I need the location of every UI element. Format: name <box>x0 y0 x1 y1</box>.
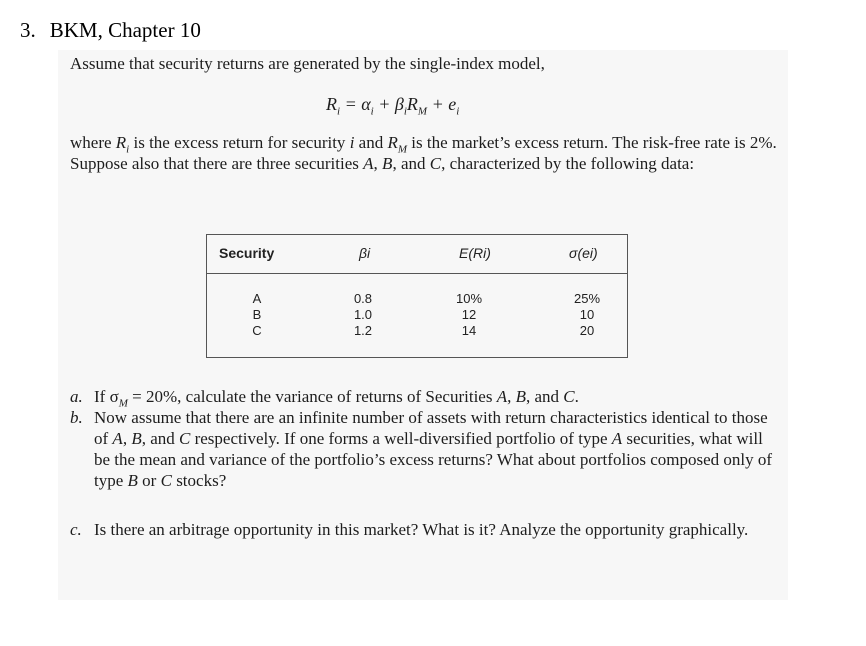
header-divider <box>207 273 627 274</box>
problem-heading <box>20 18 201 43</box>
table-cell: 10% <box>455 291 483 306</box>
question-b-label: b. <box>70 408 83 427</box>
header-security: Security <box>219 245 275 261</box>
model-description: where $R_i$ is the excess return for security i and $R_M$ is the market’s excess return. The risk-free rate is 2%. Suppose also that there are three securities A, B, and C, characterized by the following data: <box>70 133 777 173</box>
question-c <box>70 519 782 540</box>
column-expected-return <box>447 291 491 339</box>
question-b: b. Now assume that there are an infinite number of assets with return characteristics identical to those of A, B, and C respectively. If one forms a well-diversified portfolio of type A securities, what will be the mean and variance of the portfolio’s excess returns? What about portfolios composed only of type B or C stocks? <box>70 408 773 490</box>
table-cell: 1.0 <box>353 307 373 322</box>
table-cell: 12 <box>461 307 477 322</box>
intro-text: Assume that security returns are generated by the single-index model, <box>70 54 545 73</box>
table-cell: 14 <box>461 323 477 338</box>
table-cell: 0.8 <box>353 291 373 306</box>
table-cell: 20 <box>579 323 595 338</box>
header-residual-sigma: σ(ei) <box>569 245 598 261</box>
table-cell: B <box>252 307 262 322</box>
single-index-equation: $R_i = \alpha_i + \beta_iR_M + e_i$ <box>326 94 460 118</box>
problem-number: 3. <box>20 18 36 42</box>
header-expected-return: E(Ri) <box>459 245 491 261</box>
header-beta: βi <box>359 245 371 261</box>
question-a-label: a. <box>70 387 83 406</box>
question-a: a. If $\sigma_M = 20\%$, calculate the variance of returns of Securities A, B, and C. <box>70 387 579 410</box>
problem-title: BKM, Chapter 10 <box>49 18 201 42</box>
column-beta <box>341 291 385 339</box>
question-c-label: c. <box>70 520 82 539</box>
table-cell: 10 <box>579 307 595 322</box>
question-c-text: Is there an arbitrage opportunity in this market? What is it? Analyze the opportunity graphically. <box>94 520 749 539</box>
table-cell: A <box>252 291 262 306</box>
table-cell: C <box>252 323 262 338</box>
column-residual-sigma <box>565 291 609 339</box>
column-security <box>245 291 269 339</box>
securities-data-table <box>206 234 628 358</box>
table-cell: 1.2 <box>353 323 373 338</box>
table-cell: 25% <box>573 291 601 306</box>
question-list <box>70 386 782 540</box>
